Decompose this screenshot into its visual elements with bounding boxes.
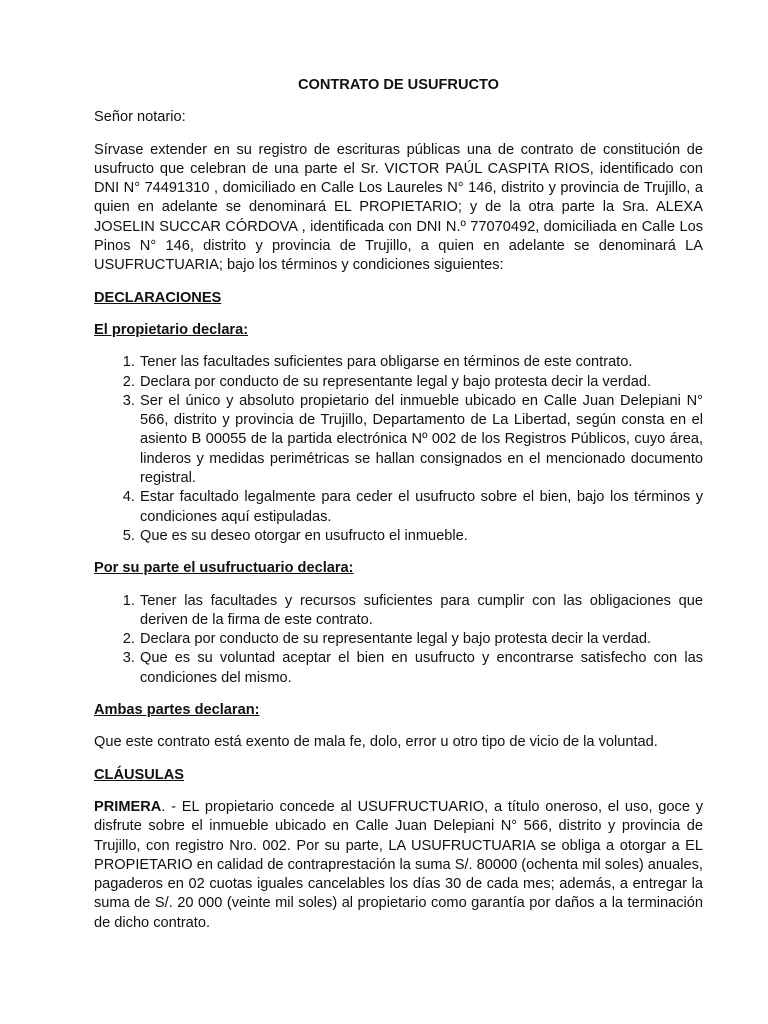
usufructuario-list <box>94 592 703 688</box>
propietario-heading: El propietario declara: <box>94 321 249 338</box>
primera-label: PRIMERA <box>94 798 162 815</box>
list-item: 4. Estar facultado legalmente para ceder el usufructo sobre el bien, bajo los términos y condiciones aquí estipuladas. <box>139 488 703 527</box>
list-item: 3. Ser el único y absoluto propietario del inmueble ubicado en Calle Juan Delepiani N° 566, distrito y provincia de Trujillo, Departamento de La Libertad, según consta en el asiento B 00055 de la partida electrónica Nº 002 de los Registros Públicos, cuyo área, linderos y medidas perimétricas se hallan consignados en el mencionado documento registral. <box>139 392 703 488</box>
propietario-list <box>94 353 703 546</box>
primera-text: . - EL propietario concede al USUFRUCTUARIO, a título oneroso, el uso, goce y disfrute sobre el inmueble ubicado en Calle Juan Delepiani N° 566, distrito y provincia de Trujillo, con registro Nro. 002. Por su parte, LA USUFRUCTUARIA se obliga a otorgar a EL PROPIETARIO en calidad de contraprestación la suma S/. 80000 (ochenta mil soles) anuales, pagaderos en 02 cuotas iguales cancelables los días 30 de cada mes; además, a entregar la suma de S/. 20 000 (veinte mil soles) al propietario como garantía por daños a la terminación de dicho contrato. <box>94 798 703 931</box>
intro-paragraph: Sírvase extender en su registro de escrituras públicas una de contrato de constitución de usufructo que celebran de una parte el Sr. VICTOR PAÚL CASPITA RIOS, identificado con DNI N° 74491310 , domiciliado en Calle Los Laureles N° 146, distrito y provincia de Trujillo, a quien en adelante se denominará EL PROPIETARIO; y de la otra parte la Sra. ALEXA JOSELIN SUCCAR CÓRDOVA , identificada con DNI N.º 77070492, domiciliada en Calle Los Pinos N° 146, distrito y provincia de Trujillo, a quien en adelante se denominará LA USUFRUCTUARIA; bajo los términos y condiciones siguientes: <box>94 141 703 274</box>
primera-clause <box>94 798 703 933</box>
list-item: 1. Tener las facultades suficientes para obligarse en términos de este contrato. <box>139 353 703 372</box>
usufructuario-heading: Por su parte el usufructuario declara: <box>94 560 354 577</box>
clausulas-heading: CLÁUSULAS <box>94 766 184 783</box>
list-item: 2. Declara por conducto de su representante legal y bajo protesta decir la verdad. <box>139 373 703 392</box>
salutation: Señor notario: <box>94 109 186 126</box>
list-item: 3. Que es su voluntad aceptar el bien en usufructo y encontrarse satisfecho con las condiciones del mismo. <box>139 649 703 688</box>
ambas-heading: Ambas partes declaran: <box>94 702 260 719</box>
document-title: CONTRATO DE USUFRUCTO <box>297 77 500 93</box>
document-page <box>94 76 703 946</box>
list-item: 5. Que es su deseo otorgar en usufructo el inmueble. <box>139 527 703 546</box>
declaraciones-heading: DECLARACIONES <box>94 289 222 306</box>
list-item: 2. Declara por conducto de su representante legal y bajo protesta decir la verdad. <box>139 630 703 649</box>
list-item: 1. Tener las facultades y recursos suficientes para cumplir con las obligaciones que deriven de la firma de este contrato. <box>139 592 703 631</box>
ambas-paragraph: Que este contrato está exento de mala fe, dolo, error u otro tipo de vicio de la voluntad. <box>94 734 658 751</box>
